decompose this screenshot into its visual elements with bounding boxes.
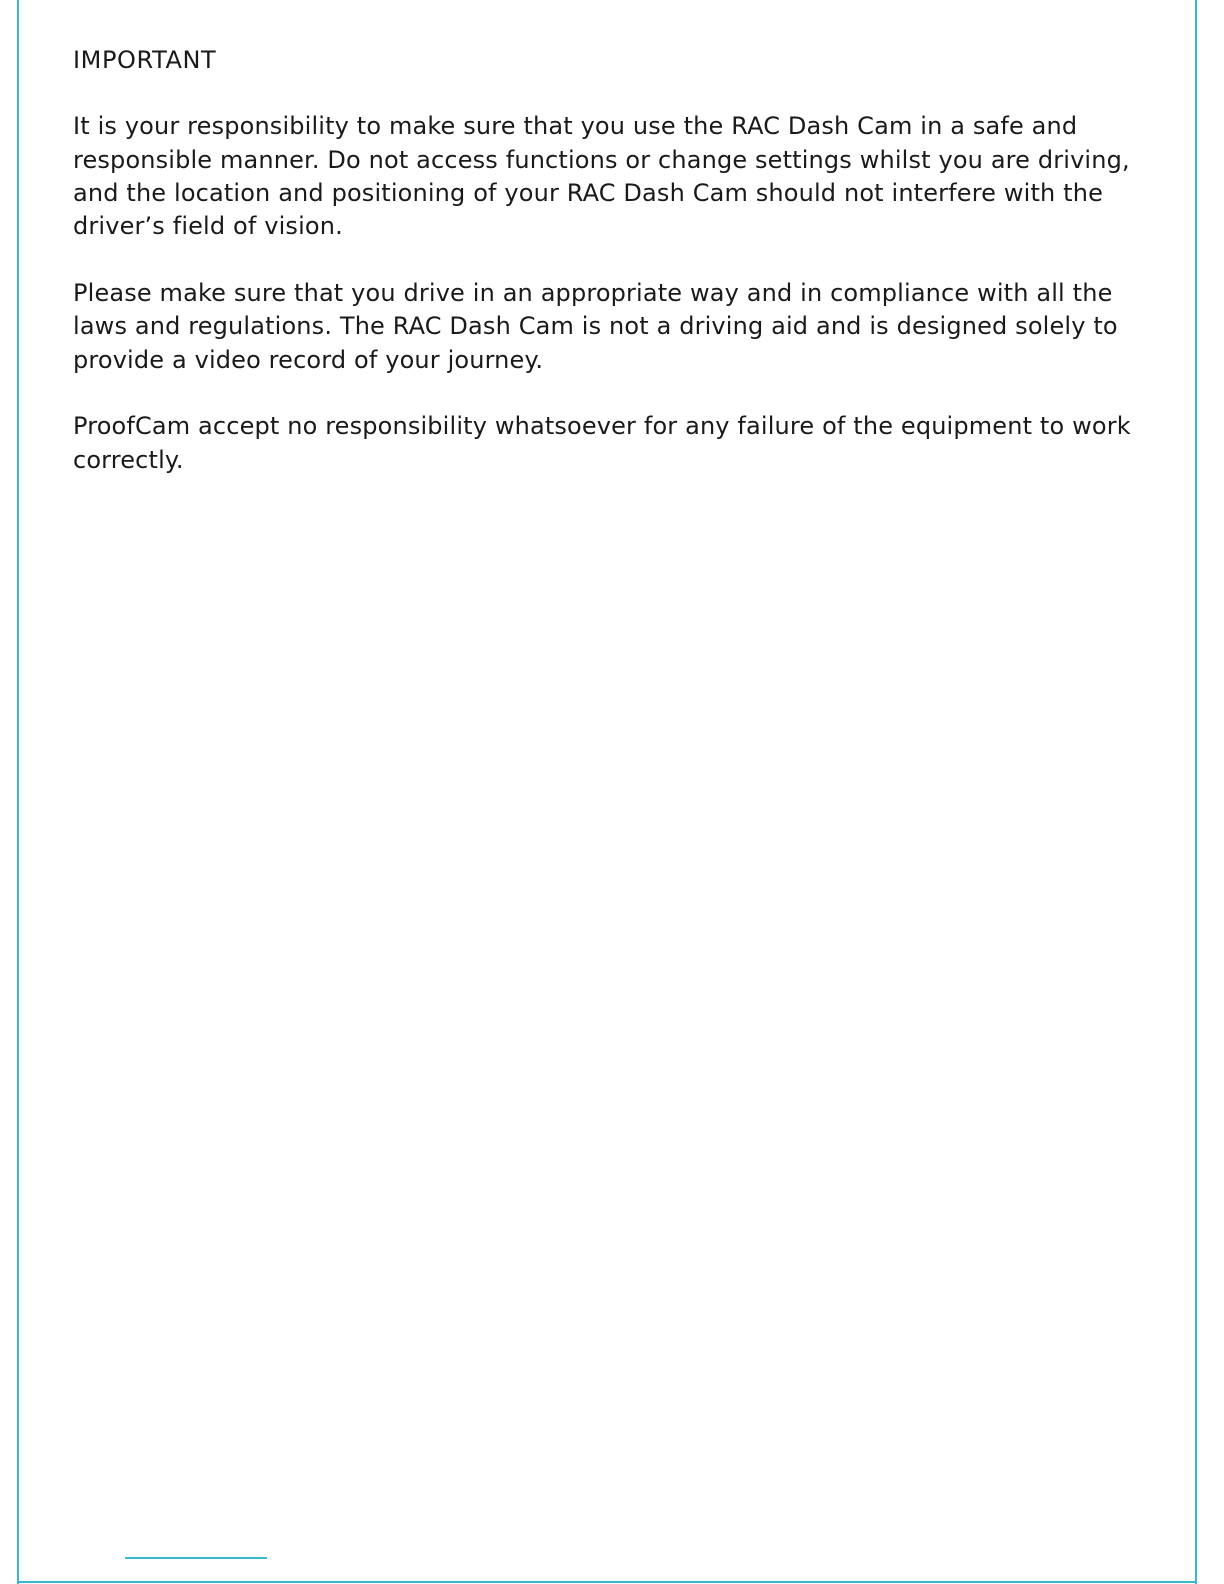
paragraph-driving-compliance: Please make sure that you drive in an appropriate way and in compliance with all the laws and regulations. The RAC Dash Cam is not a driving aid and is designed solely to provide a video record of your journey.: [73, 278, 1118, 374]
paragraph-disclaimer: ProofCam accept no responsibility whatsoever for any failure of the equipment to work correctly.: [73, 412, 1131, 474]
section-heading: IMPORTANT: [73, 46, 217, 74]
page-frame-bottom-border: [17, 1581, 1197, 1583]
page-frame-right-border: [1195, 0, 1197, 1584]
paragraph-responsibility: It is your responsibility to make sure that you use the RAC Dash Cam in a safe and responsible manner. Do not access functions or change settings whilst you are driving, and the location and positioning of your RAC Dash Cam should not interfere with the driver’s field of vision.: [73, 112, 1130, 241]
document-body: [73, 44, 1153, 510]
footer-rule: [125, 1557, 267, 1559]
page-frame-left-border: [17, 0, 19, 1584]
